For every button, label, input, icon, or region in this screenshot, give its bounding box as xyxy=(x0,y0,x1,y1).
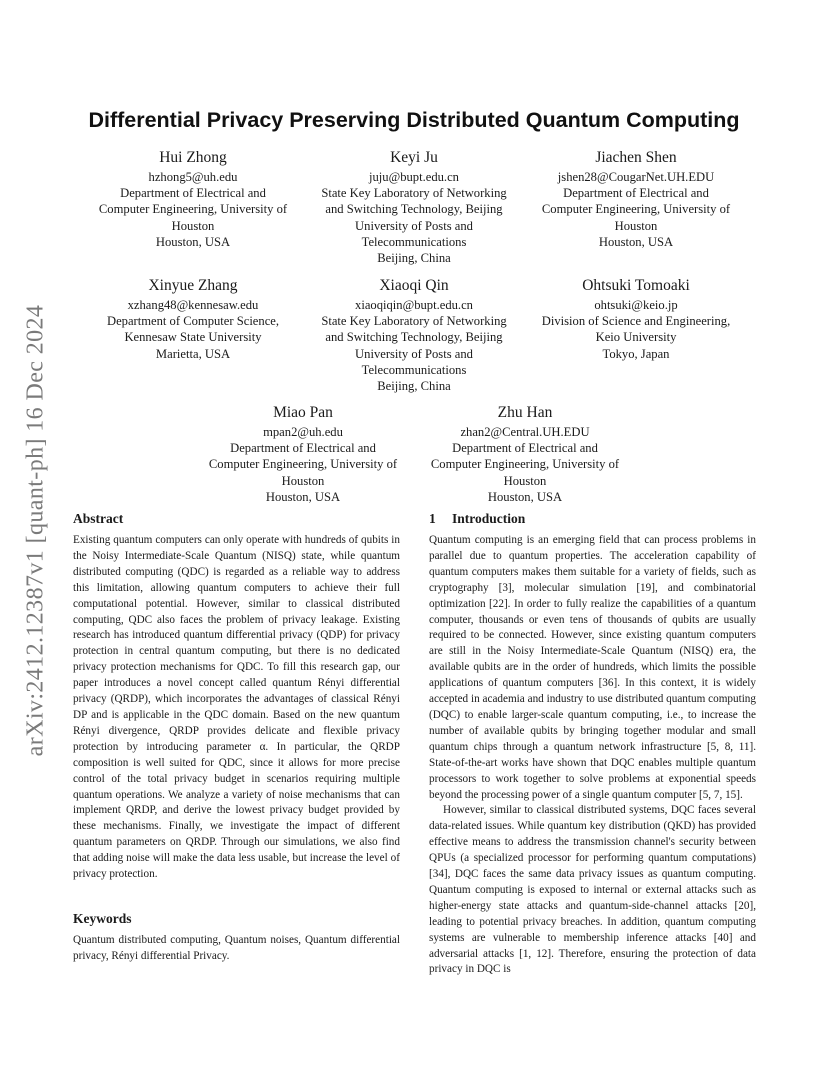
author-block xyxy=(193,403,413,505)
author-block xyxy=(415,403,635,505)
author-affiliation-line: Houston, USA xyxy=(487,489,563,504)
author-name: Xinyue Zhang xyxy=(148,277,238,294)
author-affiliation-line: Department of Electrical and xyxy=(452,441,598,456)
author-email: hzhong5@uh.edu xyxy=(148,170,238,184)
author-name: Miao Pan xyxy=(273,404,333,421)
author-email: ohtsuki@keio.jp xyxy=(594,298,678,312)
arxiv-identifier-stamp xyxy=(22,272,50,788)
abstract-section xyxy=(73,511,400,883)
author-name: Zhu Han xyxy=(497,404,553,421)
author-affiliation-line: State Key Laboratory of Networking xyxy=(321,186,507,201)
author-affiliation-line: Houston, USA xyxy=(265,489,341,504)
author-affiliation-line: University of Posts and xyxy=(355,218,473,233)
author-affiliation-line: and Switching Technology, Beijing xyxy=(325,330,503,345)
author-block xyxy=(304,276,524,394)
keywords-section xyxy=(73,911,400,965)
author-affiliation-line: Department of Electrical and xyxy=(563,186,709,201)
author-affiliation-line: Beijing, China xyxy=(377,379,451,394)
author-affiliation-line: Marietta, USA xyxy=(155,346,231,361)
section-title: Introduction xyxy=(452,511,526,526)
author-affiliation-line: Telecommunications xyxy=(361,234,467,249)
author-name: Ohtsuki Tomoaki xyxy=(582,277,690,294)
introduction-section xyxy=(429,511,756,978)
introduction-paragraph: Quantum computing is an emerging field that can process problems in parallel due to quantum properties. The acceleration capability of quantum computers makes them suitable for a variety of fields, such as cryptography [3], molecular simulation [19], and combinatorial optimization [22]. In order to fully realize the capabilities of a quantum computer, thousands or even tens of thousands of qubits are usually required to be connected. However, since existing quantum computers are still in the Noisy Intermediate-Scale Quantum (NISQ) era, the available qubits are in the order of hundreds, which limits the possible applications of quantum computers [36]. In this context, it is widely accepted in academia and industry to use distributed quantum computing (DQC) to enable larger-scale quantum computing, i.e., to increase the number of available qubits by bringing together modular and small quantum chips through a quantum network infrastructure [5, 8, 11]. State-of-the-art works have shown that DQC enables multiple quantum processors to work together to solve problems at exponential speeds beyond the processing power of a single quantum computer [5, 7, 15]. xyxy=(429,534,756,801)
keywords-heading: Keywords xyxy=(73,911,132,926)
author-affiliation-line: Department of Computer Science, xyxy=(106,314,280,329)
author-affiliation-line: Keio University xyxy=(595,330,677,345)
author-email: xiaoqiqin@bupt.edu.cn xyxy=(355,298,473,312)
author-affiliation-line: and Switching Technology, Beijing xyxy=(325,202,503,217)
author-email: xzhang48@kennesaw.edu xyxy=(127,298,259,312)
author-block xyxy=(526,276,746,362)
author-block xyxy=(526,148,746,250)
author-block xyxy=(83,148,303,250)
author-affiliation-line: Beijing, China xyxy=(377,251,451,266)
abstract-text: Existing quantum computers can only operate with hundreds of qubits in the Noisy Intermediate-Scale Quantum (NISQ) state, while quantum distributed computing (QDC) is regarded as a reliable way to address this limitation, allowing quantum computers to achieve their full computational potential. However, similar to classical distributed computing, QDC also faces the problem of privacy leakage. Existing research has introduced quantum differential privacy (QDP) for privacy protection in central quantum computing, but there is no dedicated privacy protection mechanisms for QDC. To fill this research gap, our paper introduces a novel concept called quantum Rényi differential privacy (QRDP), which incorporates the advantages of classical Rényi DP and is applicable in the QDC domain. Based on the new quantum Rényi divergence, QRDP provides delicate and flexible privacy protection by introducing parameter α. In particular, the QRDP composition is well suited for QDC, since it allows for more precise control of the total privacy budget in scenarios requiring multiple quantum operations. We analyze a variety of noise mechanisms that can implement QRDP, and derive the lowest privacy budget provided by these mechanisms. Finally, we investigate the impact of different quantum parameters on QRDP. Through our simulations, we also find that adding noise will make the data less usable, but increase the level of privacy protection. xyxy=(73,534,400,881)
author-affiliation-line: Division of Science and Engineering, xyxy=(541,314,731,329)
arxiv-identifier-text: arXiv:2412.12387v1 [quant-ph] 16 Dec 2024 xyxy=(22,304,49,756)
author-affiliation-line: Computer Engineering, University of xyxy=(541,202,731,217)
author-affiliation-line: Computer Engineering, University of xyxy=(208,457,398,472)
author-email: jshen28@CougarNet.UH.EDU xyxy=(557,170,715,184)
author-affiliation-line: Department of Electrical and xyxy=(120,186,266,201)
keywords-text: Quantum distributed computing, Quantum noises, Quantum differential privacy, Rényi differential Privacy. xyxy=(73,934,400,962)
author-affiliation-line: Tokyo, Japan xyxy=(602,346,670,361)
author-affiliation-line: Houston xyxy=(171,218,215,233)
paper-title: Differential Privacy Preserving Distributed Quantum Computing xyxy=(88,108,740,132)
section-number: 1 xyxy=(429,511,436,526)
author-affiliation-line: Kennesaw State University xyxy=(124,330,262,345)
author-affiliation-line: Department of Electrical and xyxy=(230,441,376,456)
author-email: zhan2@Central.UH.EDU xyxy=(460,425,590,439)
author-affiliation-line: University of Posts and xyxy=(355,346,473,361)
author-email: juju@bupt.edu.cn xyxy=(369,170,459,184)
author-affiliation-line: State Key Laboratory of Networking xyxy=(321,314,507,329)
author-affiliation-line: Houston, USA xyxy=(155,234,231,249)
author-name: Xiaoqi Qin xyxy=(379,277,449,294)
author-name: Jiachen Shen xyxy=(595,149,677,166)
author-email: mpan2@uh.edu xyxy=(263,425,343,439)
author-block xyxy=(304,148,524,266)
author-affiliation-line: Telecommunications xyxy=(361,362,467,377)
author-name: Hui Zhong xyxy=(159,149,227,166)
introduction-heading xyxy=(429,511,756,527)
author-affiliation-line: Houston, USA xyxy=(598,234,674,249)
author-affiliation-line: Computer Engineering, University of xyxy=(430,457,620,472)
author-affiliation-line: Houston xyxy=(614,218,658,233)
abstract-heading: Abstract xyxy=(73,511,124,526)
author-affiliation-line: Houston xyxy=(281,473,325,488)
introduction-paragraph: However, similar to classical distributed systems, DQC faces several data-related issues. While quantum key distribution (QKD) has provided effective means to address the transmission channel's security between QPUs (a specialized processor for performing quantum computations) [34], DQC faces the same data privacy issues as quantum computing. Quantum computing is exposed to internal or external attacks such as higher-energy state attacks and quantum-side-channel attacks [20], leading to potential privacy breaches. In addition, quantum computing systems are vulnerable to membership inference attacks [40] and adversarial attacks [1, 12]. Therefore, ensuring the protection of data privacy in DQC is xyxy=(429,804,756,976)
author-block xyxy=(83,276,303,362)
author-affiliation-line: Houston xyxy=(503,473,547,488)
author-affiliation-line: Computer Engineering, University of xyxy=(98,202,288,217)
author-name: Keyi Ju xyxy=(390,149,438,166)
